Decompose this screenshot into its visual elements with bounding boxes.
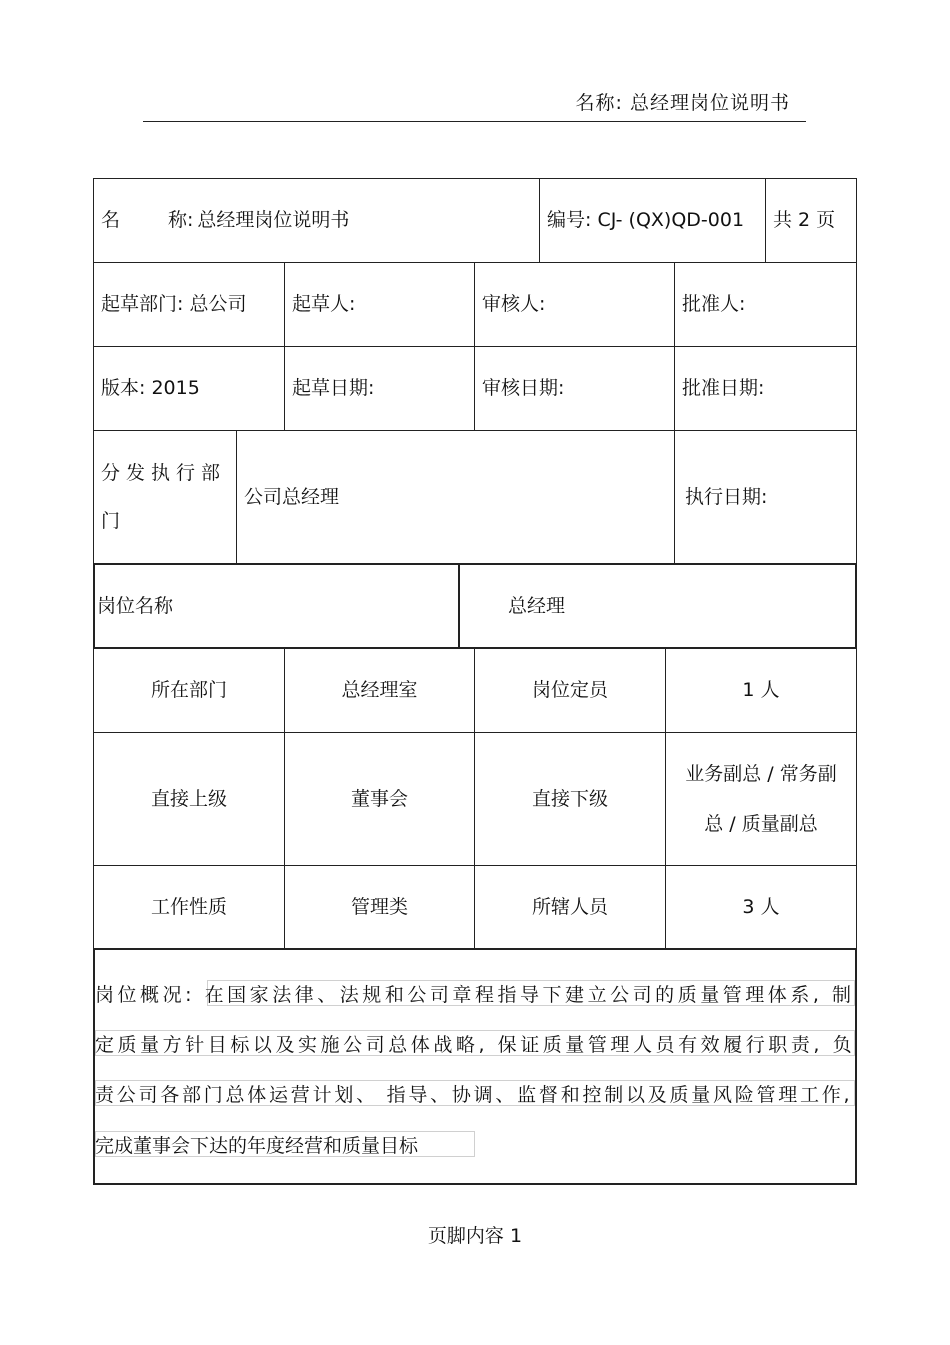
overview-line3: 责公司各部门总体运营计划、 指导、协调、监督和控制以及质量风险管理工作, bbox=[95, 1084, 853, 1106]
drafter-cell bbox=[284, 262, 475, 347]
dept-label-cell bbox=[93, 648, 285, 733]
dist-dept-label-cell bbox=[93, 430, 237, 564]
drafter: 起草人: bbox=[292, 293, 356, 316]
nature-label-cell bbox=[93, 865, 285, 950]
subordinate-value-line2: 总 / 质量副总 bbox=[704, 813, 818, 835]
doc-name-label-2: 称: bbox=[168, 209, 194, 232]
doc-name-label: 名 bbox=[101, 209, 121, 232]
approver-cell bbox=[674, 262, 857, 347]
subordinate-label: 直接下级 bbox=[531, 787, 608, 810]
quota-label: 岗位定员 bbox=[531, 679, 608, 702]
exec-date-cell bbox=[674, 430, 857, 564]
dept-value-cell bbox=[284, 648, 475, 733]
nature-value: 管理类 bbox=[350, 896, 408, 919]
approver: 批准人: bbox=[682, 293, 746, 316]
position-overview bbox=[93, 948, 857, 1185]
draft-dept: 起草部门: 总公司 bbox=[101, 293, 247, 316]
superior-value-cell bbox=[284, 732, 475, 866]
exec-date: 执行日期: bbox=[685, 485, 768, 508]
staff-value: 3 人 bbox=[742, 896, 780, 919]
quota-value: 1 人 bbox=[742, 679, 780, 702]
dist-dept-label-line1: 分发执行部 bbox=[101, 462, 227, 484]
draft-dept-cell bbox=[93, 262, 285, 347]
page-header-title: 名称: 总经理岗位说明书 bbox=[575, 92, 790, 114]
approve-date: 批准日期: bbox=[682, 377, 765, 400]
approve-date-cell bbox=[674, 346, 857, 431]
draft-date-cell bbox=[284, 346, 475, 431]
position-name-label-cell bbox=[93, 563, 460, 649]
version-cell bbox=[93, 346, 285, 431]
overview-line1: 岗位概况: 在国家法律、法规和公司章程指导下建立公司的质量管理体系, 制 bbox=[95, 984, 855, 1006]
quota-label-cell bbox=[474, 648, 666, 733]
dept-label: 所在部门 bbox=[150, 679, 227, 702]
position-name-value-cell bbox=[458, 563, 857, 649]
doc-pages: 共 2 页 bbox=[773, 209, 836, 232]
review-date: 审核日期: bbox=[482, 377, 565, 400]
dist-dept-label-line2: 门 bbox=[101, 510, 127, 532]
reviewer: 审核人: bbox=[482, 293, 546, 316]
staff-value-cell bbox=[665, 865, 857, 950]
subordinate-label-cell bbox=[474, 732, 666, 866]
quota-value-cell bbox=[665, 648, 857, 733]
subordinate-value-cell bbox=[665, 732, 857, 866]
nature-value-cell bbox=[284, 865, 475, 950]
dept-value: 总经理室 bbox=[341, 679, 418, 702]
staff-label-cell bbox=[474, 865, 666, 950]
position-name-value: 总经理 bbox=[508, 594, 566, 617]
superior-label-cell bbox=[93, 732, 285, 866]
page-footer: 页脚内容 1 bbox=[427, 1225, 523, 1247]
header-rule bbox=[143, 121, 806, 122]
reviewer-cell bbox=[474, 262, 675, 347]
overview-line4: 完成董事会下达的年度经营和质量目标 bbox=[95, 1135, 419, 1157]
doc-pages-cell bbox=[765, 178, 857, 263]
subordinate-value-line1: 业务副总 / 常务副 bbox=[685, 763, 837, 785]
overview-line2: 定质量方针目标以及实施公司总体战略, 保证质量管理人员有效履行职责, 负 bbox=[95, 1034, 856, 1056]
dist-dept-value-cell bbox=[236, 430, 675, 564]
draft-date: 起草日期: bbox=[292, 377, 375, 400]
doc-code: 编号: CJ- (QX)QD-001 bbox=[547, 209, 745, 232]
review-date-cell bbox=[474, 346, 675, 431]
version: 版本: 2015 bbox=[101, 377, 200, 400]
staff-label: 所辖人员 bbox=[531, 896, 608, 919]
dist-dept-value: 公司总经理 bbox=[244, 485, 340, 508]
nature-label: 工作性质 bbox=[150, 896, 227, 919]
superior-label: 直接上级 bbox=[150, 787, 227, 810]
doc-code-cell bbox=[539, 178, 766, 263]
position-name-label: 岗位名称 bbox=[97, 594, 174, 617]
superior-value: 董事会 bbox=[350, 787, 408, 810]
doc-name-cell bbox=[93, 178, 540, 263]
doc-name-value: 总经理岗位说明书 bbox=[197, 209, 350, 232]
